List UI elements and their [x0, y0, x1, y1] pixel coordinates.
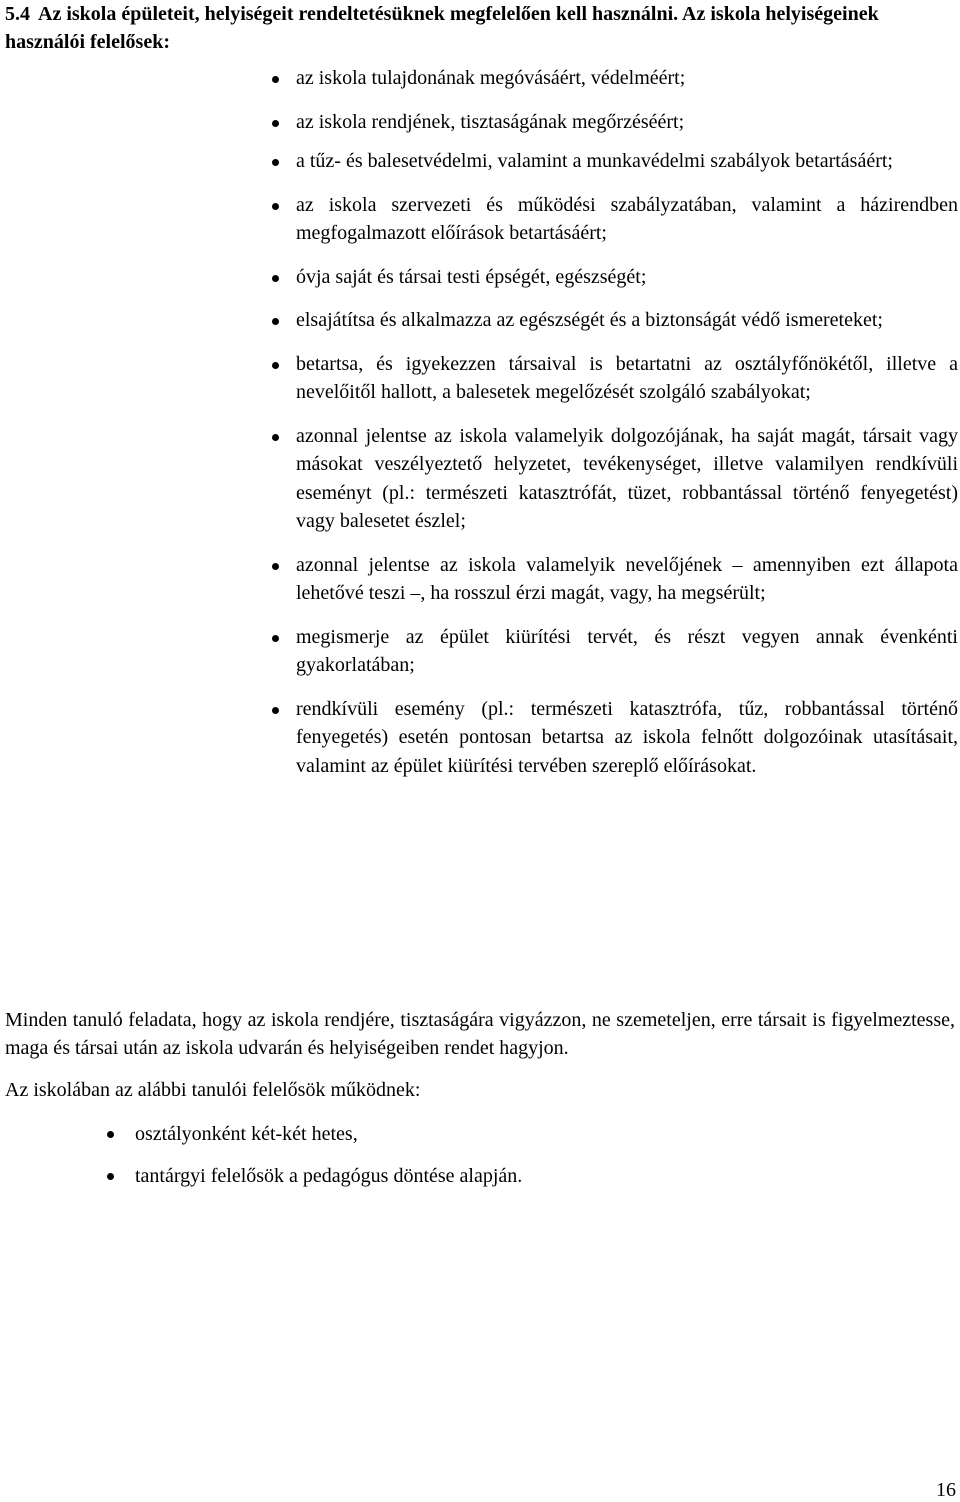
student-roles-list: [107, 1120, 957, 1204]
list-item: betartsa, és igyekezzen társaival is betartatni az osztályfőnökétől, illetve a nevelőitől hallott, a balesetek megelőzését szolgáló szabályokat;: [272, 350, 958, 407]
page-number: 16: [936, 1479, 956, 1501]
list-item: az iskola szervezeti és működési szabályzatában, valamint a házirendben megfogalmazott előírások betartásáért;: [272, 191, 958, 248]
list-item: a tűz- és balesetvédelmi, valamint a munkavédelmi szabályok betartásáért;: [272, 147, 958, 176]
list-item: az iskola tulajdonának megóvásáért, védelméért;: [272, 64, 958, 93]
bullet-icon: [272, 275, 279, 282]
list-item: azonnal jelentse az iskola valamelyik nevelőjének – amennyiben ezt állapota lehetővé teszi –, ha rosszul érzi magát, vagy, ha megsérült;: [272, 551, 958, 608]
student-duty-paragraph: Minden tanuló feladata, hogy az iskola rendjére, tisztaságára vigyázzon, ne szemeteljen, erre társait is figyelmeztesse, maga és társai után az iskola udvarán és helyiségeiben rendet hagyjon.: [5, 1009, 955, 1059]
list-item: óvja saját és társai testi épségét, egészségét;: [272, 263, 958, 292]
bullet-icon: [107, 1173, 114, 1180]
list-item: tantárgyi felelősök a pedagógus döntése alapján.: [107, 1162, 957, 1190]
list-item: elsajátítsa és alkalmazza az egészségét és a biztonságát védő ismereteket;: [272, 306, 958, 335]
bullet-icon: [272, 76, 279, 83]
student-roles-intro: Az iskolában az alábbi tanulói felelősök működnek:: [5, 1079, 421, 1101]
section-heading: [5, 0, 955, 56]
list-item: osztályonként két-két hetes,: [107, 1120, 957, 1148]
list-item: rendkívüli esemény (pl.: természeti katasztrófa, tűz, robbantással történő fenyegetés) esetén pontosan betartsa az iskola felnőtt dolgozóinak utasításait, valamint az épület kiürítési tervében szereplő előírásokat.: [272, 695, 958, 781]
bullet-icon: [272, 120, 279, 127]
list-item: azonnal jelentse az iskola valamelyik dolgozójának, ha saját magát, társait vagy másokat veszélyeztető helyzetet, tevékenységet, illetve valamilyen rendkívüli eseményt (pl.: természeti katasztrófát, tüzet, robbantással történő fenyegetést) vagy balesetet észlel;: [272, 422, 958, 536]
bullet-icon: [272, 635, 279, 642]
bullet-icon: [272, 159, 279, 166]
list-item: az iskola rendjének, tisztaságának megőrzéséért;: [272, 108, 958, 137]
bullet-icon: [272, 563, 279, 570]
bullet-icon: [272, 707, 279, 714]
bullet-icon: [272, 434, 279, 441]
bullet-icon: [272, 362, 279, 369]
bullet-icon: [272, 318, 279, 325]
bullet-icon: [272, 203, 279, 210]
section-heading-text: Az iskola épületeit, helyiségeit rendeltetésüknek megfelelően kell használni. Az iskola helyiségeinek használói felelősek:: [5, 3, 879, 53]
list-item: megismerje az épület kiürítési tervét, és részt vegyen annak évenkénti gyakorlatában;: [272, 623, 958, 680]
responsibilities-list: [272, 64, 958, 795]
bullet-icon: [107, 1131, 114, 1138]
section-number: 5.4: [5, 3, 30, 25]
